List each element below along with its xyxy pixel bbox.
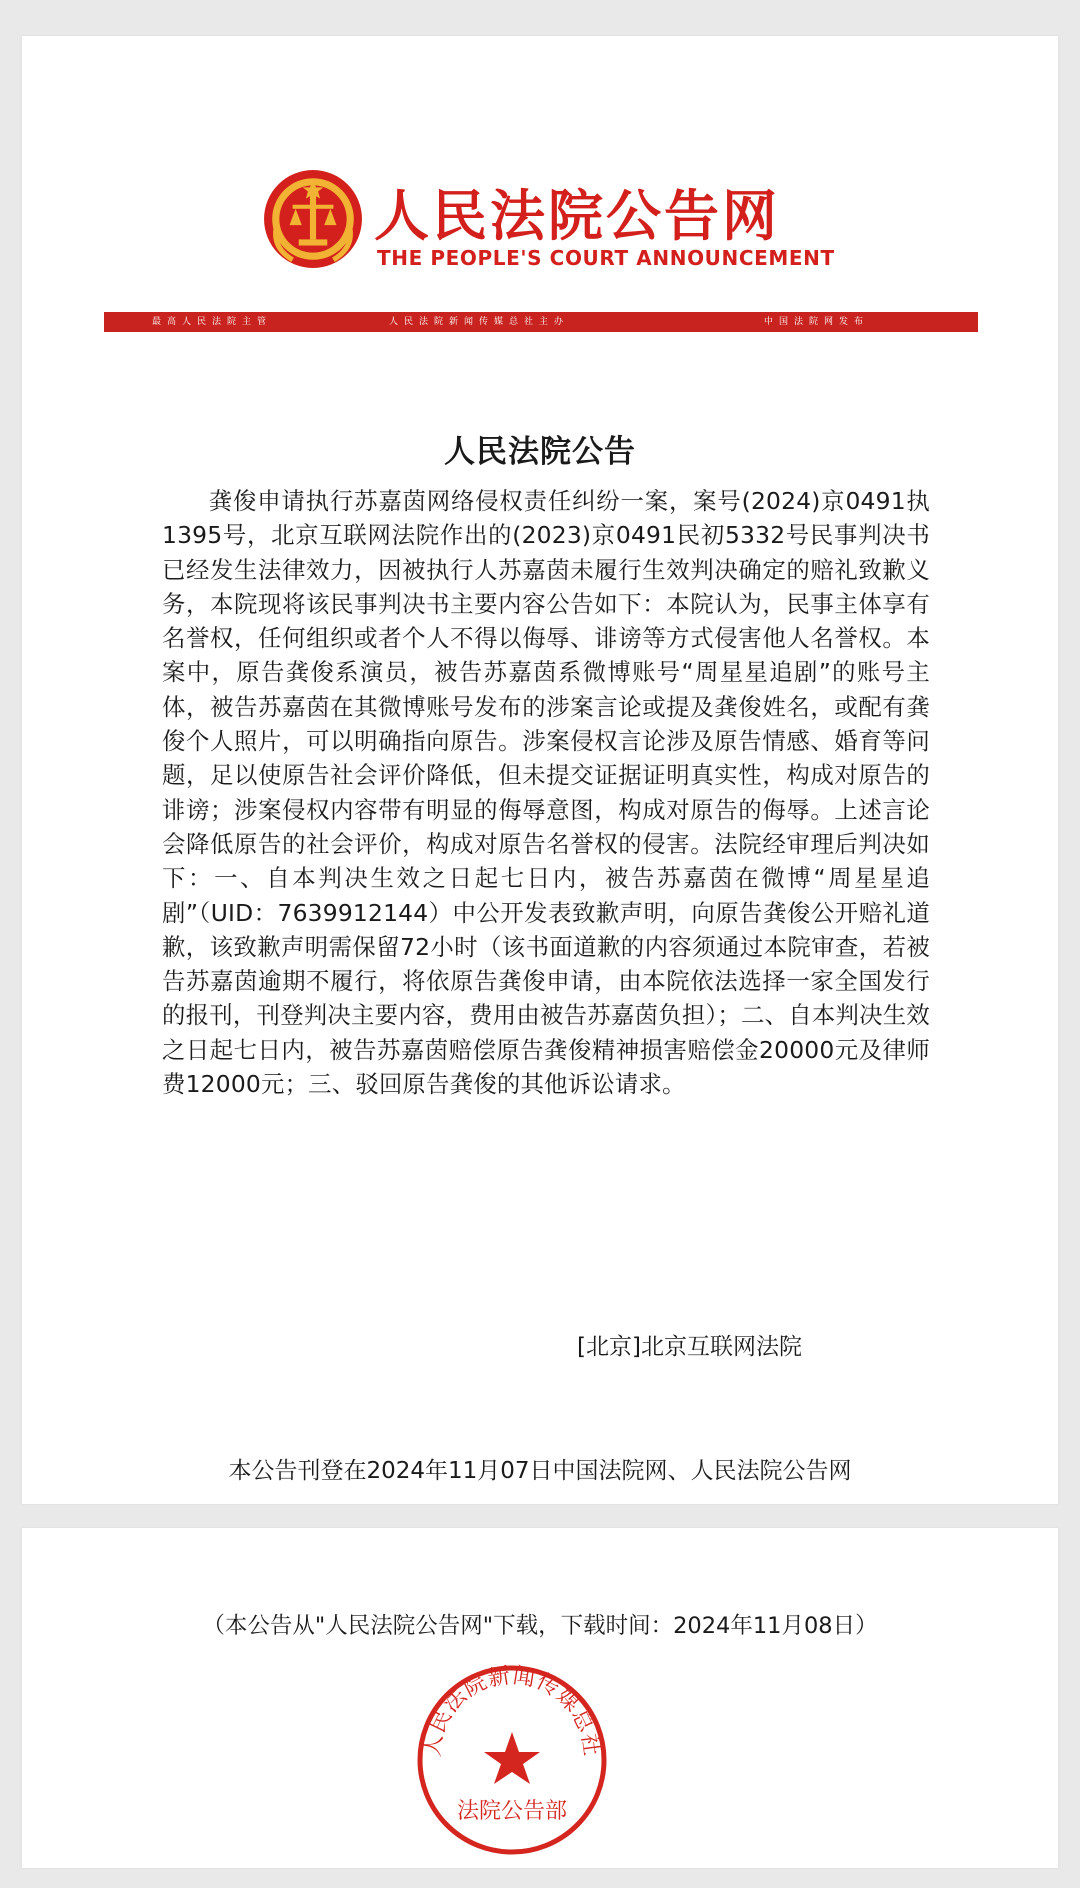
bar-item-sponsor: 人民法院新闻传媒总社主办 — [389, 317, 570, 327]
bar-item-publisher: 中国法院网发布 — [764, 317, 870, 327]
star-icon — [484, 1732, 540, 1784]
notice-page — [22, 36, 1058, 1504]
seal-bottom-text: 法院公告部 — [456, 1799, 568, 1824]
notice-heading: 人民法院公告 — [444, 434, 636, 470]
download-note: （本公告从"人民法院公告网"下载，下载时间：2024年11月08日） — [202, 1613, 878, 1639]
masthead — [262, 168, 862, 278]
bar-item-supervisor: 最高人民法院主管 — [152, 317, 273, 327]
notice-body — [162, 484, 930, 1101]
court-emblem-icon — [262, 168, 364, 270]
seal-arc-text: 人民法院新闻传媒总社 — [420, 1663, 604, 1759]
notice-paragraph: 龚俊申请执行苏嘉茵网络侵权责任纠纷一案，案号(2024)京0491执1395号，北京互联网法院作出的(2023)京0491民初5332号民事判决书已经发生法律效力，因被执行人苏嘉茵未履行生效判决确定的赔礼致歉义务，本院现将该民事判决书主要内容公告如下：本院认为，民事主体享有名誉权，任何组织或者个人不得以侮辱、诽谤等方式侵害他人名誉权。本案中，原告龚俊系演员，被告苏嘉茵系微博账号“周星星追剧”的账号主体，被告苏嘉茵在其微博账号发布的涉案言论或提及龚俊姓名，或配有龚俊个人照片，可以明确指向原告。涉案侵权言论涉及原告情感、婚育等问题，足以使原告社会评价降低，但未提交证据证明真实性，构成对原告的诽谤；涉案侵权内容带有明显的侮辱意图，构成对原告的侮辱。上述言论会降低原告的社会评价，构成对原告名誉权的侵害。法院经审理后判决如下：一、自本判决生效之日起七日内，被告苏嘉茵在微博“周星星追剧”（UID：7639912144）中公开发表致歉声明，向原告龚俊公开赔礼道歉，该致歉声明需保留72小时（该书面道歉的内容须通过本院审查，若被告苏嘉茵逾期不履行，将依原告龚俊申请，由本院依法选择一家全国发行的报刊，刊登判决主要内容，费用由被告苏嘉茵负担）；二、自本判决生效之日起七日内，被告苏嘉茵赔偿原告龚俊精神损害赔偿金20000元及律师费12000元；三、驳回原告龚俊的其他诉讼请求。 — [162, 487, 930, 1099]
masthead-bar — [104, 312, 978, 332]
download-page — [22, 1528, 1058, 1868]
site-title: 人民法院公告网 — [374, 184, 781, 248]
publish-note: 本公告刊登在2024年11月07日中国法院网、人民法院公告网 — [228, 1458, 852, 1484]
issuing-court: [北京]北京互联网法院 — [577, 1334, 802, 1360]
official-seal — [412, 1660, 612, 1860]
site-subtitle: THE PEOPLE'S COURT ANNOUNCEMENT — [377, 246, 835, 270]
